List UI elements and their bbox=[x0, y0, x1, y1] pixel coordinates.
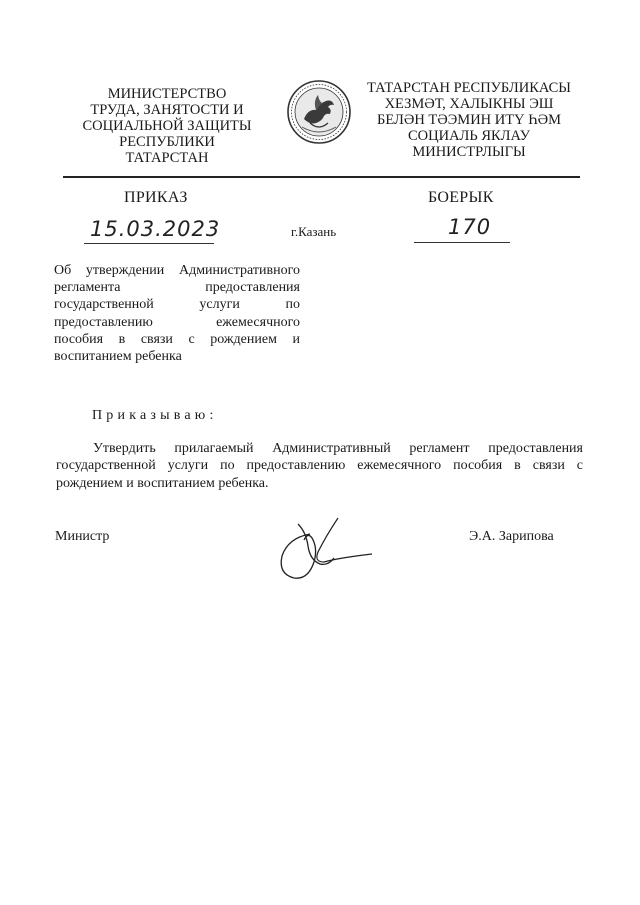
number-field bbox=[414, 216, 510, 243]
signatory-name: Э.А. Зарипова bbox=[469, 529, 554, 544]
header-line: СОЦИАЛЬ ЯКЛАУ bbox=[408, 128, 530, 144]
handwritten-number: 170 bbox=[448, 215, 492, 239]
tatarstan-coat-of-arms-icon bbox=[286, 79, 352, 145]
handwritten-signature-icon bbox=[268, 512, 378, 584]
order-directive: Приказываю: bbox=[92, 408, 218, 423]
subject-line: предоставлению ежемесячного bbox=[54, 314, 300, 330]
subject-line: воспитанием ребенка bbox=[54, 349, 182, 365]
order-body: Утвердить прилагаемый Административный регламент предоставления государственной услуги по предоставлению ежемесячного пособия в связи с рождением и воспитанием ребенка. bbox=[56, 441, 583, 491]
header-line: ХЕЗМӘТ, ХАЛЫКНЫ ЭШ bbox=[384, 96, 554, 112]
order-subject bbox=[54, 262, 300, 365]
header-line: МИНИСТРЛЫГЫ bbox=[412, 144, 526, 160]
subject-line: Об утверждении Административного bbox=[54, 263, 300, 278]
subject-line: государственной услуги по bbox=[54, 297, 300, 313]
handwritten-date: 15.03.2023 bbox=[90, 217, 221, 241]
header-line: ТАТАРСТАН РЕСПУБЛИКАСЫ bbox=[367, 80, 571, 96]
header-line: РЕСПУБЛИКИ bbox=[119, 134, 215, 150]
date-field bbox=[84, 217, 221, 244]
doc-type-tatar: БОЕРЫК bbox=[428, 189, 494, 206]
signatory-position: Министр bbox=[55, 529, 110, 544]
header-line: СОЦИАЛЬНОЙ ЗАЩИТЫ bbox=[82, 118, 252, 134]
header-line: БЕЛӘН ТӘЭМИН ИТҮ ҺӘМ bbox=[377, 112, 561, 128]
ministry-name-russian bbox=[58, 86, 276, 166]
header-line: ТАТАРСТАН bbox=[125, 150, 209, 166]
subject-line: пособия в связи с рождением и bbox=[54, 331, 300, 347]
subject-line: регламента предоставления bbox=[54, 280, 300, 296]
city-label: г.Казань bbox=[291, 224, 337, 239]
header-line: ТРУДА, ЗАНЯТОСТИ И bbox=[90, 102, 244, 118]
header-divider bbox=[63, 176, 580, 178]
doc-type-russian: ПРИКАЗ bbox=[124, 189, 188, 206]
header-line: МИНИСТЕРСТВО bbox=[107, 86, 227, 102]
ministry-name-tatar bbox=[355, 80, 583, 160]
